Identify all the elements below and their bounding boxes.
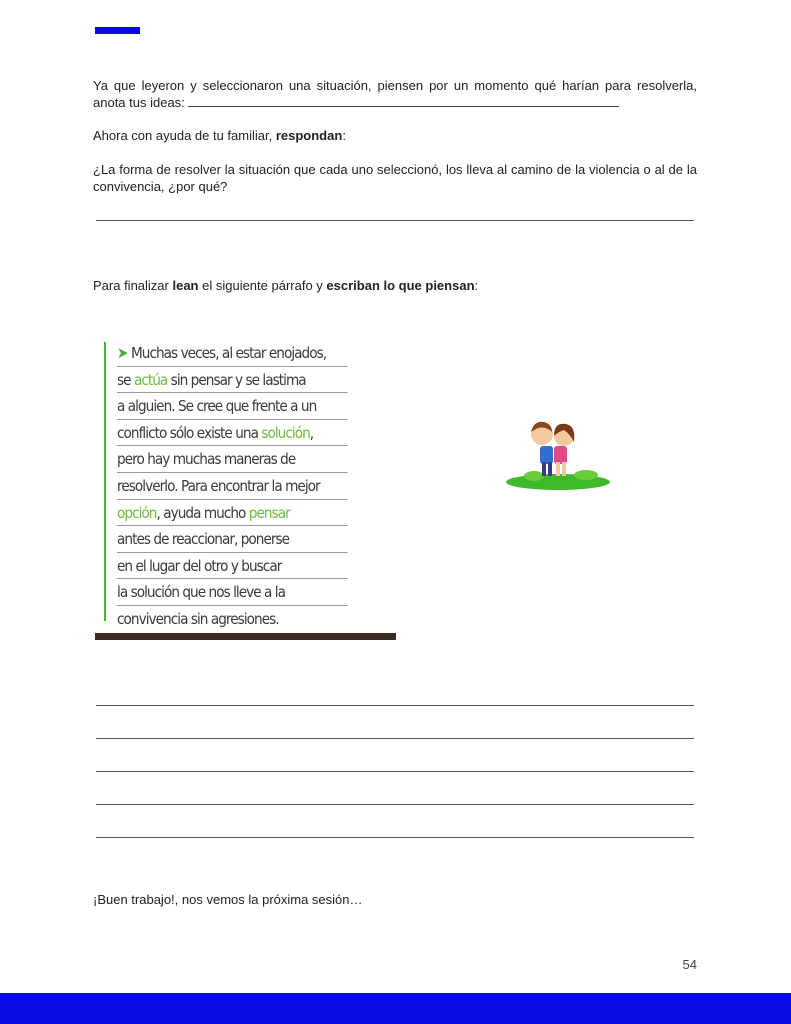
excerpt-line	[117, 526, 348, 553]
finalize-bold-1: lean	[172, 278, 199, 293]
excerpt-highlight: pensar	[248, 503, 290, 522]
header-accent-bar	[95, 27, 140, 34]
boy-leg	[542, 462, 546, 476]
excerpt-text: , ayuda mucho	[156, 503, 249, 522]
excerpt-lines	[117, 340, 379, 632]
excerpt-text: a alguien. Se cree que frente a un	[117, 397, 317, 416]
excerpt-highlight: solución	[261, 423, 310, 442]
grass-tuft	[574, 470, 598, 480]
excerpt-green-bar	[104, 342, 106, 621]
page-number: 54	[682, 957, 697, 972]
arrow-icon: ➤	[117, 344, 128, 362]
excerpt-bottom-border	[95, 633, 396, 640]
excerpt-highlight: actúa	[133, 370, 168, 389]
answer-inline-line[interactable]	[188, 94, 619, 107]
excerpt-text: en el lugar del otro y buscar	[117, 556, 282, 575]
answer-line[interactable]	[96, 220, 694, 221]
excerpt-text: ,	[309, 423, 314, 442]
question-label: ¿La forma de resolver la situación que cada uno seleccionó, los lleva al camino de la violencia o al de la convivencia, ¿por qué?	[93, 162, 697, 194]
closing-message: ¡Buen trabajo!, nos vemos la próxima sesión…	[93, 892, 363, 907]
answer-line[interactable]	[96, 705, 694, 706]
finalize-bold-2: escriban lo que piensan	[326, 278, 475, 293]
excerpt-text: la solución que nos lleve a la	[117, 583, 286, 602]
excerpt-text: pero hay muchas maneras de	[117, 450, 296, 469]
kids-hugging-illustration	[504, 412, 612, 494]
girl-leg	[562, 462, 566, 476]
girl-dress	[554, 446, 567, 464]
excerpt-box	[95, 335, 396, 641]
excerpt-text: Muchas veces, al estar enojados,	[130, 344, 327, 362]
respond-text: Ahora con ayuda de tu familiar,	[93, 128, 276, 143]
excerpt-text: sin pensar y se lastima	[167, 370, 306, 389]
paragraph-instructions-text: Ya que leyeron y seleccionaron una situación, piensen por un momento qué harían para resolverla, anota tus ideas:	[93, 78, 697, 110]
paragraph-instructions	[93, 77, 697, 111]
footer-band	[0, 993, 791, 1024]
excerpt-line	[117, 473, 348, 500]
question-text	[93, 161, 697, 195]
excerpt-line	[117, 553, 348, 580]
answer-line[interactable]	[96, 837, 694, 838]
excerpt-line	[117, 420, 348, 447]
excerpt-highlight: opción	[117, 503, 157, 522]
finalize-text-1: Para finalizar	[93, 278, 173, 293]
respond-bold: respondan	[275, 128, 343, 143]
excerpt-text: se	[117, 370, 134, 389]
excerpt-line	[117, 393, 348, 420]
finalize-text-3: :	[474, 278, 479, 293]
excerpt-line	[117, 579, 348, 606]
excerpt-text: antes de reaccionar, ponerse	[117, 530, 290, 549]
paragraph-finalize	[93, 277, 697, 294]
excerpt-line	[117, 340, 348, 367]
excerpt-text: conflicto sólo existe una	[117, 423, 262, 442]
answer-line[interactable]	[96, 771, 694, 772]
girl-leg	[556, 462, 560, 476]
answer-line[interactable]	[96, 804, 694, 805]
excerpt-line	[117, 606, 348, 632]
excerpt-line	[117, 367, 348, 394]
excerpt-text: convivencia sin agresiones.	[117, 609, 279, 628]
grass-tuft	[524, 471, 544, 481]
paragraph-respond	[93, 127, 697, 144]
answer-line[interactable]	[96, 738, 694, 739]
boy-leg	[548, 462, 552, 476]
excerpt-text: resolverlo. Para encontrar la mejor	[117, 476, 320, 495]
excerpt-line	[117, 446, 348, 473]
finalize-text-2: el siguiente párrafo y	[198, 278, 327, 293]
excerpt-line	[117, 500, 348, 527]
boy-shirt	[540, 446, 553, 464]
respond-colon: :	[342, 128, 346, 143]
